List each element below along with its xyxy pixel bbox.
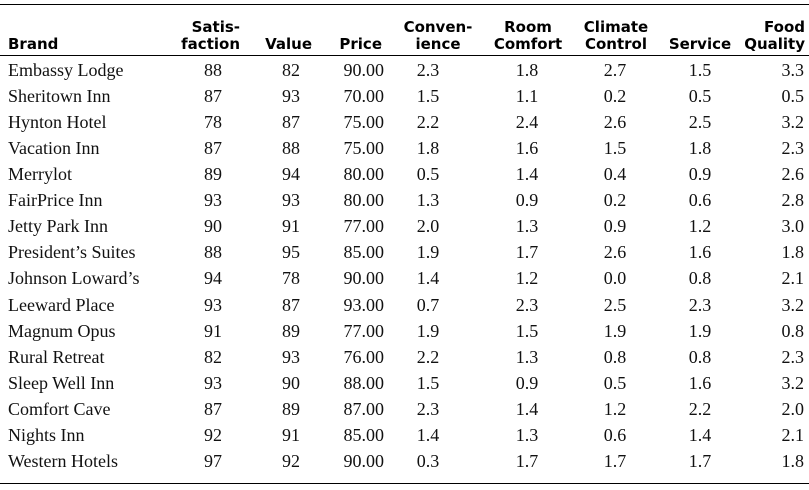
cell-brand: Sheritown Inn — [8, 86, 111, 107]
cell-price: 70.00 — [343, 86, 384, 107]
cell-satisfaction: 93 — [204, 190, 222, 211]
table-row — [0, 292, 809, 318]
cell-food-quality: 2.1 — [781, 268, 804, 289]
cell-value: 94 — [282, 164, 300, 185]
cell-satisfaction: 94 — [204, 268, 222, 289]
cell-brand: Nights Inn — [8, 424, 85, 445]
cell-service: 1.7 — [688, 450, 712, 471]
header-food-quality: Food Quality — [744, 18, 805, 53]
cell-food-quality: 3.3 — [781, 60, 804, 80]
cell-value: 91 — [282, 216, 300, 237]
cell-convenience: 1.4 — [416, 424, 440, 445]
cell-price: 93.00 — [343, 294, 384, 315]
header-price: Price — [339, 35, 382, 53]
cell-convenience: 1.9 — [416, 242, 440, 263]
cell-brand: Embassy Lodge — [8, 60, 124, 80]
cell-brand: Vacation Inn — [8, 138, 100, 159]
table-row — [0, 265, 809, 291]
header-climate-control: Climate Control — [583, 18, 649, 53]
cell-food-quality: 3.2 — [781, 294, 804, 315]
cell-service: 1.9 — [688, 320, 712, 341]
cell-service: 1.8 — [688, 138, 712, 159]
cell-climate-control: 1.7 — [603, 450, 627, 471]
table-row — [0, 370, 809, 396]
table-row — [0, 161, 809, 187]
cell-value: 93 — [282, 190, 300, 211]
cell-value: 78 — [282, 268, 300, 289]
cell-room-comfort: 1.3 — [515, 346, 539, 367]
cell-climate-control: 0.6 — [603, 424, 627, 445]
header-convenience: Conven- ience — [403, 18, 473, 53]
cell-value: 90 — [282, 372, 300, 393]
cell-brand: Jetty Park Inn — [8, 216, 108, 237]
cell-convenience: 0.3 — [416, 450, 440, 471]
cell-brand: FairPrice Inn — [8, 190, 103, 211]
cell-value: 82 — [282, 60, 300, 80]
cell-climate-control: 0.9 — [603, 216, 627, 237]
table-row — [0, 109, 809, 135]
cell-service: 0.5 — [688, 86, 712, 107]
cell-room-comfort: 2.4 — [515, 112, 539, 133]
cell-price: 90.00 — [343, 268, 384, 289]
cell-climate-control: 2.5 — [603, 294, 627, 315]
top-rule — [0, 4, 809, 5]
cell-convenience: 1.5 — [416, 86, 440, 107]
cell-service: 1.6 — [688, 242, 712, 263]
cell-value: 93 — [282, 86, 300, 107]
cell-food-quality: 3.2 — [781, 112, 804, 133]
table-row — [0, 422, 809, 448]
cell-climate-control: 0.8 — [603, 346, 627, 367]
cell-price: 90.00 — [343, 60, 384, 80]
cell-convenience: 1.4 — [416, 268, 440, 289]
cell-room-comfort: 1.4 — [515, 398, 539, 419]
cell-food-quality: 2.0 — [781, 398, 804, 419]
cell-service: 2.5 — [688, 112, 712, 133]
cell-satisfaction: 93 — [204, 294, 222, 315]
cell-service: 2.3 — [688, 294, 712, 315]
cell-food-quality: 2.6 — [781, 164, 804, 185]
cell-room-comfort: 1.3 — [515, 216, 539, 237]
table-row — [0, 318, 809, 344]
cell-service: 1.6 — [688, 372, 712, 393]
cell-climate-control: 0.2 — [603, 190, 627, 211]
cell-room-comfort: 1.6 — [515, 138, 539, 159]
cell-food-quality: 1.8 — [781, 242, 804, 263]
table-row — [0, 57, 809, 83]
header-value: Value — [265, 35, 312, 53]
cell-room-comfort: 1.4 — [515, 164, 539, 185]
cell-brand: Western Hotels — [8, 450, 119, 471]
cell-room-comfort: 1.3 — [515, 424, 539, 445]
header-rule — [0, 55, 809, 56]
cell-convenience: 0.7 — [416, 294, 440, 315]
cell-price: 76.00 — [343, 346, 384, 367]
cell-satisfaction: 91 — [204, 320, 222, 341]
cell-climate-control: 2.7 — [603, 60, 627, 80]
cell-price: 88.00 — [343, 372, 384, 393]
cell-climate-control: 1.2 — [603, 398, 627, 419]
cell-brand: Comfort Cave — [8, 398, 111, 419]
cell-food-quality: 2.8 — [781, 190, 804, 211]
cell-convenience: 2.0 — [416, 216, 440, 237]
cell-brand: Rural Retreat — [8, 346, 105, 367]
cell-food-quality: 3.0 — [781, 216, 804, 237]
cell-service: 0.8 — [688, 346, 712, 367]
cell-value: 87 — [282, 294, 300, 315]
cell-value: 93 — [282, 346, 300, 367]
cell-climate-control: 0.0 — [603, 268, 627, 289]
table-row — [0, 448, 809, 474]
cell-price: 87.00 — [343, 398, 384, 419]
cell-service: 0.9 — [688, 164, 712, 185]
cell-price: 90.00 — [343, 450, 384, 471]
cell-brand: Johnson Loward’s — [8, 268, 140, 289]
cell-service: 1.4 — [688, 424, 712, 445]
cell-climate-control: 1.9 — [603, 320, 627, 341]
cell-food-quality: 0.8 — [781, 320, 804, 341]
cell-satisfaction: 87 — [204, 398, 222, 419]
cell-satisfaction: 93 — [204, 372, 222, 393]
cell-service: 0.8 — [688, 268, 712, 289]
cell-satisfaction: 89 — [204, 164, 222, 185]
cell-satisfaction: 87 — [204, 86, 222, 107]
cell-climate-control: 0.4 — [603, 164, 627, 185]
cell-value: 89 — [282, 398, 300, 419]
cell-satisfaction: 87 — [204, 138, 222, 159]
cell-price: 80.00 — [343, 164, 384, 185]
cell-room-comfort: 1.7 — [515, 450, 539, 471]
cell-brand: Sleep Well Inn — [8, 372, 115, 393]
cell-value: 95 — [282, 242, 300, 263]
cell-value: 92 — [282, 450, 300, 471]
cell-room-comfort: 1.7 — [515, 242, 539, 263]
cell-room-comfort: 1.5 — [515, 320, 539, 341]
cell-brand: President’s Suites — [8, 242, 136, 263]
cell-room-comfort: 1.1 — [515, 86, 539, 107]
cell-price: 75.00 — [343, 112, 384, 133]
cell-price: 85.00 — [343, 242, 384, 263]
header-service: Service — [668, 35, 732, 53]
table-row — [0, 344, 809, 370]
cell-price: 80.00 — [343, 190, 384, 211]
cell-price: 77.00 — [343, 320, 384, 341]
cell-brand: Magnum Opus — [8, 320, 116, 341]
cell-room-comfort: 2.3 — [515, 294, 539, 315]
bottom-rule — [0, 483, 809, 484]
cell-food-quality: 2.3 — [781, 138, 804, 159]
cell-room-comfort: 0.9 — [515, 190, 539, 211]
cell-food-quality: 2.3 — [781, 346, 804, 367]
cell-satisfaction: 82 — [204, 346, 222, 367]
cell-convenience: 2.2 — [416, 112, 440, 133]
cell-price: 75.00 — [343, 138, 384, 159]
cell-convenience: 2.3 — [416, 398, 440, 419]
cell-room-comfort: 0.9 — [515, 372, 539, 393]
cell-food-quality: 1.8 — [781, 450, 804, 471]
cell-brand: Hynton Hotel — [8, 112, 107, 133]
cell-price: 85.00 — [343, 424, 384, 445]
cell-value: 89 — [282, 320, 300, 341]
header-room-comfort: Room Comfort — [493, 18, 563, 53]
cell-food-quality: 0.5 — [781, 86, 804, 107]
cell-convenience: 2.3 — [416, 60, 440, 80]
cell-service: 1.5 — [688, 60, 712, 80]
table-row — [0, 213, 809, 239]
cell-service: 1.2 — [688, 216, 712, 237]
cell-room-comfort: 1.2 — [515, 268, 539, 289]
cell-price: 77.00 — [343, 216, 384, 237]
table-row — [0, 239, 809, 265]
cell-food-quality: 3.2 — [781, 372, 804, 393]
table-row — [0, 135, 809, 161]
cell-convenience: 2.2 — [416, 346, 440, 367]
cell-room-comfort: 1.8 — [515, 60, 539, 80]
cell-convenience: 1.8 — [416, 138, 440, 159]
cell-satisfaction: 88 — [204, 60, 222, 80]
cell-satisfaction: 92 — [204, 424, 222, 445]
cell-climate-control: 1.5 — [603, 138, 627, 159]
cell-convenience: 1.9 — [416, 320, 440, 341]
cell-convenience: 1.3 — [416, 190, 440, 211]
cell-convenience: 0.5 — [416, 164, 440, 185]
cell-value: 87 — [282, 112, 300, 133]
cell-food-quality: 2.1 — [781, 424, 804, 445]
cell-satisfaction: 90 — [204, 216, 222, 237]
table-row — [0, 83, 809, 109]
table-row — [0, 396, 809, 422]
cell-convenience: 1.5 — [416, 372, 440, 393]
cell-satisfaction: 97 — [204, 450, 222, 471]
header-satisfaction: Satis- faction — [181, 18, 240, 53]
cell-climate-control: 0.5 — [603, 372, 627, 393]
cell-value: 88 — [282, 138, 300, 159]
cell-climate-control: 0.2 — [603, 86, 627, 107]
cell-brand: Leeward Place — [8, 294, 115, 315]
cell-climate-control: 2.6 — [603, 242, 627, 263]
header-brand: Brand — [8, 35, 59, 53]
cell-climate-control: 2.6 — [603, 112, 627, 133]
cell-satisfaction: 88 — [204, 242, 222, 263]
cell-value: 91 — [282, 424, 300, 445]
cell-brand: Merrylot — [8, 164, 72, 185]
cell-service: 2.2 — [688, 398, 712, 419]
table-row — [0, 187, 809, 213]
cell-satisfaction: 78 — [204, 112, 222, 133]
cell-service: 0.6 — [688, 190, 712, 211]
